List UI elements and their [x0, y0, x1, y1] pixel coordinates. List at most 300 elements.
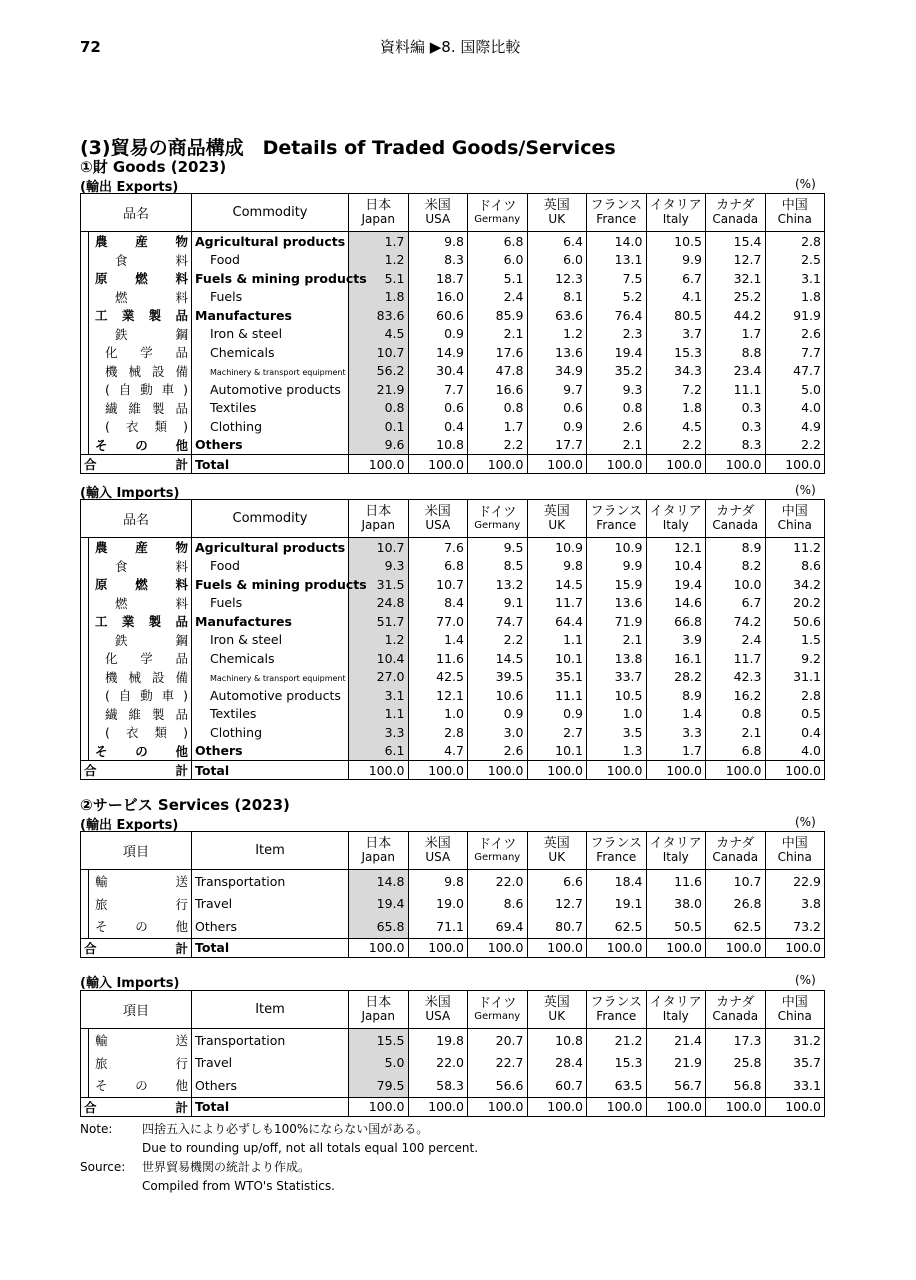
row-label-jp: 旅行 [81, 1052, 192, 1075]
row-label-en-text: Fuels & mining products [195, 576, 367, 592]
value-cell: 15.5 [349, 1029, 409, 1052]
value-cell: 12.7 [527, 893, 587, 916]
value-cell: 4.9 [765, 417, 825, 436]
country-name-jp: 中国 [781, 994, 808, 1010]
total-value-cell: 100.0 [587, 761, 647, 780]
source-en: Compiled from WTO's Statistics. [142, 1179, 335, 1193]
value-cell: 19.4 [587, 343, 647, 362]
value-cell: 2.8 [765, 686, 825, 705]
country-name-en: Italy [662, 850, 689, 865]
value-cell: 14.5 [527, 575, 587, 594]
value-cell: 6.8 [408, 557, 468, 576]
value-cell: 19.4 [646, 575, 706, 594]
row-label-en-text: Others [195, 743, 243, 759]
total-value-cell: 100.0 [706, 1097, 766, 1116]
value-cell: 51.7 [349, 612, 409, 631]
country-header [527, 832, 587, 870]
unit-label: (%) [795, 177, 816, 191]
country-name-jp: フランス [590, 994, 643, 1010]
total-value-cell: 100.0 [527, 1097, 587, 1116]
table-row [81, 915, 825, 938]
row-label-jp: 原燃料 [81, 575, 192, 594]
row-label-en-text: Others [195, 1077, 238, 1093]
row-label-jp: 鉄鋼 [81, 325, 192, 344]
row-label-jp: 繊維製品 [81, 399, 192, 418]
value-cell: 1.7 [646, 742, 706, 761]
value-cell: 60.7 [527, 1074, 587, 1097]
value-cell: 7.6 [408, 538, 468, 557]
value-cell: 6.6 [527, 870, 587, 893]
value-cell: 1.2 [349, 631, 409, 650]
value-cell: 0.9 [527, 705, 587, 724]
value-cell: 0.1 [349, 417, 409, 436]
value-cell: 10.1 [527, 742, 587, 761]
total-value-cell: 100.0 [646, 455, 706, 474]
row-label-en-text: Machinery & transport equipment [210, 368, 346, 378]
total-label-jp: 合計 [81, 455, 192, 474]
value-cell: 3.3 [646, 723, 706, 742]
value-cell: 3.3 [349, 723, 409, 742]
total-value-cell: 100.0 [468, 455, 528, 474]
total-value-cell: 100.0 [765, 455, 825, 474]
value-cell: 9.9 [646, 251, 706, 270]
source-label: Source: [80, 1160, 126, 1174]
total-value-cell: 100.0 [527, 938, 587, 957]
total-value-cell: 100.0 [587, 938, 647, 957]
country-header [706, 832, 766, 870]
value-cell: 50.6 [765, 612, 825, 631]
row-label-jp: 機械設備 [81, 668, 192, 687]
country-header [646, 500, 706, 538]
goods-exports-table [80, 193, 825, 474]
country-name-jp: 日本 [365, 835, 392, 851]
country-name-jp: カナダ [716, 994, 755, 1010]
value-cell: 42.5 [408, 668, 468, 687]
header-row [81, 832, 825, 870]
row-label-en-text: Automotive products [210, 687, 341, 703]
value-cell: 0.6 [527, 399, 587, 418]
country-name-en: China [777, 212, 812, 227]
value-cell: 1.2 [349, 251, 409, 270]
value-cell: 2.8 [765, 232, 825, 251]
value-cell: 2.5 [765, 251, 825, 270]
value-cell: 22.9 [765, 870, 825, 893]
value-cell: 56.7 [646, 1074, 706, 1097]
value-cell: 11.1 [706, 380, 766, 399]
value-cell: 65.8 [349, 915, 409, 938]
row-label-en-text: Clothing [210, 724, 263, 740]
total-value-cell: 100.0 [587, 455, 647, 474]
value-cell: 6.7 [706, 594, 766, 613]
row-label-en [192, 232, 349, 251]
country-name-en: UK [548, 518, 566, 533]
row-label-en [192, 1074, 349, 1097]
value-cell: 3.9 [646, 631, 706, 650]
value-cell: 9.2 [765, 649, 825, 668]
row-label-en [192, 399, 349, 418]
country-name-en: Germany [474, 214, 521, 226]
value-cell: 11.7 [527, 594, 587, 613]
value-cell: 63.6 [527, 306, 587, 325]
country-name-en: China [777, 850, 812, 865]
column-header-jp: 項目 [81, 991, 192, 1029]
country-name-en: Japan [361, 850, 395, 865]
value-cell: 11.6 [408, 649, 468, 668]
country-header [587, 991, 647, 1029]
country-name-jp: 英国 [543, 835, 570, 851]
country-name-en: Japan [361, 1009, 395, 1024]
value-cell: 8.5 [468, 557, 528, 576]
country-name-jp: フランス [590, 503, 643, 519]
country-header [765, 832, 825, 870]
value-cell: 35.1 [527, 668, 587, 687]
value-cell: 19.4 [349, 893, 409, 916]
value-cell: 62.5 [587, 915, 647, 938]
value-cell: 14.9 [408, 343, 468, 362]
value-cell: 69.4 [468, 915, 528, 938]
value-cell: 30.4 [408, 362, 468, 381]
total-value-cell: 100.0 [349, 938, 409, 957]
country-header [349, 832, 409, 870]
header-row [81, 194, 825, 232]
country-name-jp: カナダ [716, 835, 755, 851]
country-name-jp: 中国 [781, 835, 808, 851]
total-value-cell: 100.0 [408, 1097, 468, 1116]
value-cell: 14.5 [468, 649, 528, 668]
table-row [81, 575, 825, 594]
value-cell: 7.2 [646, 380, 706, 399]
value-cell: 10.5 [646, 232, 706, 251]
value-cell: 62.5 [706, 915, 766, 938]
services-imports-label: (輸入 Imports) [80, 976, 180, 991]
country-name-en: Japan [361, 518, 395, 533]
country-name-jp: 中国 [781, 503, 808, 519]
table-row [81, 649, 825, 668]
value-cell: 10.7 [349, 343, 409, 362]
value-cell: 28.4 [527, 1052, 587, 1075]
running-header: 資料編 ▶8. 国際比較 [380, 38, 521, 56]
value-cell: 18.7 [408, 269, 468, 288]
value-cell: 1.8 [349, 288, 409, 307]
value-cell: 5.2 [587, 288, 647, 307]
total-value-cell: 100.0 [527, 761, 587, 780]
value-cell: 8.2 [706, 557, 766, 576]
goods-imports-table [80, 499, 825, 780]
table-row [81, 343, 825, 362]
row-label-en [192, 870, 349, 893]
column-header-en: Commodity [192, 500, 349, 538]
value-cell: 1.3 [587, 742, 647, 761]
country-name-jp: カナダ [716, 503, 755, 519]
table-row [81, 380, 825, 399]
country-name-jp: フランス [590, 197, 643, 213]
country-name-jp: 米国 [424, 835, 451, 851]
country-name-en: UK [548, 212, 566, 227]
row-label-en [192, 1029, 349, 1052]
value-cell: 2.4 [706, 631, 766, 650]
country-header [527, 991, 587, 1029]
value-cell: 6.8 [706, 742, 766, 761]
value-cell: 64.4 [527, 612, 587, 631]
value-cell: 14.6 [646, 594, 706, 613]
country-header [646, 991, 706, 1029]
country-name-jp: フランス [590, 835, 643, 851]
column-header-jp: 品名 [81, 194, 192, 232]
value-cell: 73.2 [765, 915, 825, 938]
row-label-jp: (自動車) [81, 380, 192, 399]
value-cell: 9.5 [468, 538, 528, 557]
value-cell: 4.1 [646, 288, 706, 307]
value-cell: 15.3 [587, 1052, 647, 1075]
country-name-jp: イタリア [649, 197, 702, 213]
note-jp: 四捨五入により必ずしも100%にならない国がある。 [142, 1122, 429, 1136]
value-cell: 8.4 [408, 594, 468, 613]
total-value-cell: 100.0 [706, 455, 766, 474]
value-cell: 11.2 [765, 538, 825, 557]
value-cell: 34.3 [646, 362, 706, 381]
row-label-en [192, 668, 349, 687]
country-name-jp: ドイツ [478, 198, 517, 214]
value-cell: 10.0 [706, 575, 766, 594]
country-name-en: USA [425, 850, 451, 865]
total-label-jp: 合計 [81, 761, 192, 780]
row-label-en [192, 723, 349, 742]
country-name-en: Germany [474, 852, 521, 864]
value-cell: 19.1 [587, 893, 647, 916]
value-cell: 2.2 [765, 436, 825, 455]
value-cell: 9.3 [587, 380, 647, 399]
country-name-en: Italy [662, 1009, 689, 1024]
row-label-en [192, 686, 349, 705]
total-value-cell: 100.0 [468, 938, 528, 957]
value-cell: 14.0 [587, 232, 647, 251]
value-cell: 6.8 [468, 232, 528, 251]
total-value-cell: 100.0 [349, 761, 409, 780]
value-cell: 10.5 [587, 686, 647, 705]
country-name-en: UK [548, 850, 566, 865]
value-cell: 76.4 [587, 306, 647, 325]
unit-label: (%) [795, 973, 816, 987]
value-cell: 1.7 [468, 417, 528, 436]
value-cell: 13.8 [587, 649, 647, 668]
value-cell: 74.7 [468, 612, 528, 631]
value-cell: 3.8 [765, 893, 825, 916]
value-cell: 12.1 [646, 538, 706, 557]
row-label-en-text: Textiles [210, 400, 257, 416]
total-value-cell: 100.0 [706, 761, 766, 780]
value-cell: 34.9 [527, 362, 587, 381]
total-value-cell: 100.0 [408, 938, 468, 957]
value-cell: 0.5 [765, 705, 825, 724]
value-cell: 16.0 [408, 288, 468, 307]
row-label-jp: 工業製品 [81, 306, 192, 325]
row-label-en-text: Others [195, 918, 238, 934]
value-cell: 32.1 [706, 269, 766, 288]
row-label-en-text: Automotive products [210, 381, 341, 397]
value-cell: 85.9 [468, 306, 528, 325]
table-row [81, 742, 825, 761]
value-cell: 10.9 [587, 538, 647, 557]
value-cell: 50.5 [646, 915, 706, 938]
country-name-jp: 英国 [543, 503, 570, 519]
value-cell: 21.9 [646, 1052, 706, 1075]
value-cell: 47.7 [765, 362, 825, 381]
row-label-en-text: Agricultural products [195, 539, 346, 555]
value-cell: 8.6 [765, 557, 825, 576]
row-label-en-text: Clothing [210, 418, 263, 434]
value-cell: 31.2 [765, 1029, 825, 1052]
value-cell: 0.4 [765, 723, 825, 742]
row-label-en-text: Travel [195, 1055, 233, 1071]
table-row [81, 251, 825, 270]
table-row [81, 362, 825, 381]
value-cell: 2.1 [706, 723, 766, 742]
value-cell: 7.7 [765, 343, 825, 362]
row-label-en-text: Manufactures [195, 613, 292, 629]
row-label-en [192, 705, 349, 724]
value-cell: 28.2 [646, 668, 706, 687]
value-cell: 60.6 [408, 306, 468, 325]
value-cell: 17.6 [468, 343, 528, 362]
page-number: 72 [80, 38, 101, 56]
total-label-jp: 合計 [81, 1097, 192, 1116]
table-row [81, 1052, 825, 1075]
value-cell: 2.1 [587, 631, 647, 650]
value-cell: 22.0 [468, 870, 528, 893]
value-cell: 4.5 [349, 325, 409, 344]
value-cell: 24.8 [349, 594, 409, 613]
value-cell: 4.0 [765, 399, 825, 418]
value-cell: 10.8 [408, 436, 468, 455]
value-cell: 25.8 [706, 1052, 766, 1075]
value-cell: 4.7 [408, 742, 468, 761]
row-label-jp: 化学品 [81, 649, 192, 668]
row-label-jp: 旅行 [81, 893, 192, 916]
country-header [765, 194, 825, 232]
row-label-jp: 化学品 [81, 343, 192, 362]
value-cell: 15.4 [706, 232, 766, 251]
country-name-jp: 米国 [424, 503, 451, 519]
value-cell: 0.8 [587, 399, 647, 418]
value-cell: 2.8 [408, 723, 468, 742]
value-cell: 20.2 [765, 594, 825, 613]
country-name-en: France [596, 850, 637, 865]
country-header [349, 194, 409, 232]
total-row [81, 455, 825, 474]
table-row [81, 1074, 825, 1097]
row-label-en [192, 915, 349, 938]
value-cell: 3.7 [646, 325, 706, 344]
row-label-jp: 輸送 [81, 870, 192, 893]
total-value-cell: 100.0 [765, 938, 825, 957]
value-cell: 91.9 [765, 306, 825, 325]
table-row [81, 436, 825, 455]
row-label-en [192, 649, 349, 668]
row-label-en-text: Others [195, 437, 243, 453]
value-cell: 10.4 [349, 649, 409, 668]
value-cell: 1.1 [349, 705, 409, 724]
value-cell: 10.7 [706, 870, 766, 893]
row-label-en-text: Fuels & mining products [195, 270, 367, 286]
value-cell: 11.1 [527, 686, 587, 705]
value-cell: 2.6 [765, 325, 825, 344]
total-value-cell: 100.0 [646, 938, 706, 957]
row-label-en-text: Fuels [210, 595, 243, 611]
value-cell: 1.0 [408, 705, 468, 724]
value-cell: 74.2 [706, 612, 766, 631]
value-cell: 33.7 [587, 668, 647, 687]
row-label-en [192, 380, 349, 399]
country-header [468, 832, 528, 870]
country-name-en: USA [425, 518, 451, 533]
value-cell: 20.7 [468, 1029, 528, 1052]
row-label-jp: 燃料 [81, 288, 192, 307]
total-row [81, 938, 825, 957]
value-cell: 9.7 [527, 380, 587, 399]
value-cell: 31.1 [765, 668, 825, 687]
note-en: Due to rounding up/off, not all totals equal 100 percent. [142, 1141, 479, 1155]
value-cell: 13.6 [527, 343, 587, 362]
row-label-jp: その他 [81, 915, 192, 938]
table-row [81, 538, 825, 557]
value-cell: 9.3 [349, 557, 409, 576]
value-cell: 10.4 [646, 557, 706, 576]
value-cell: 12.1 [408, 686, 468, 705]
value-cell: 15.3 [646, 343, 706, 362]
value-cell: 10.7 [408, 575, 468, 594]
value-cell: 0.4 [408, 417, 468, 436]
table-row [81, 417, 825, 436]
value-cell: 17.3 [706, 1029, 766, 1052]
value-cell: 83.6 [349, 306, 409, 325]
value-cell: 0.9 [408, 325, 468, 344]
value-cell: 2.2 [468, 436, 528, 455]
value-cell: 5.1 [468, 269, 528, 288]
value-cell: 15.9 [587, 575, 647, 594]
row-label-en [192, 306, 349, 325]
row-label-en-text: Chemicals [210, 344, 275, 360]
value-cell: 1.8 [765, 288, 825, 307]
header-row [81, 500, 825, 538]
row-label-jp: 繊維製品 [81, 705, 192, 724]
value-cell: 3.5 [587, 723, 647, 742]
country-name-en: Canada [712, 850, 759, 865]
country-name-jp: イタリア [649, 994, 702, 1010]
row-label-en [192, 436, 349, 455]
value-cell: 14.8 [349, 870, 409, 893]
value-cell: 1.2 [527, 325, 587, 344]
country-header [408, 832, 468, 870]
value-cell: 26.8 [706, 893, 766, 916]
country-name-jp: 英国 [543, 197, 570, 213]
section-title: (3)貿易の商品構成 Details of Traded Goods/Services [80, 137, 616, 159]
table-row [81, 399, 825, 418]
table-row [81, 269, 825, 288]
country-name-jp: 米国 [424, 197, 451, 213]
value-cell: 13.6 [587, 594, 647, 613]
row-label-en-text: Travel [195, 896, 233, 912]
table-row [81, 1029, 825, 1052]
row-label-en [192, 631, 349, 650]
value-cell: 0.9 [527, 417, 587, 436]
country-header [587, 194, 647, 232]
total-value-cell: 100.0 [408, 455, 468, 474]
value-cell: 19.8 [408, 1029, 468, 1052]
value-cell: 2.6 [587, 417, 647, 436]
country-header [706, 500, 766, 538]
total-label-en: Total [192, 761, 349, 780]
value-cell: 4.0 [765, 742, 825, 761]
